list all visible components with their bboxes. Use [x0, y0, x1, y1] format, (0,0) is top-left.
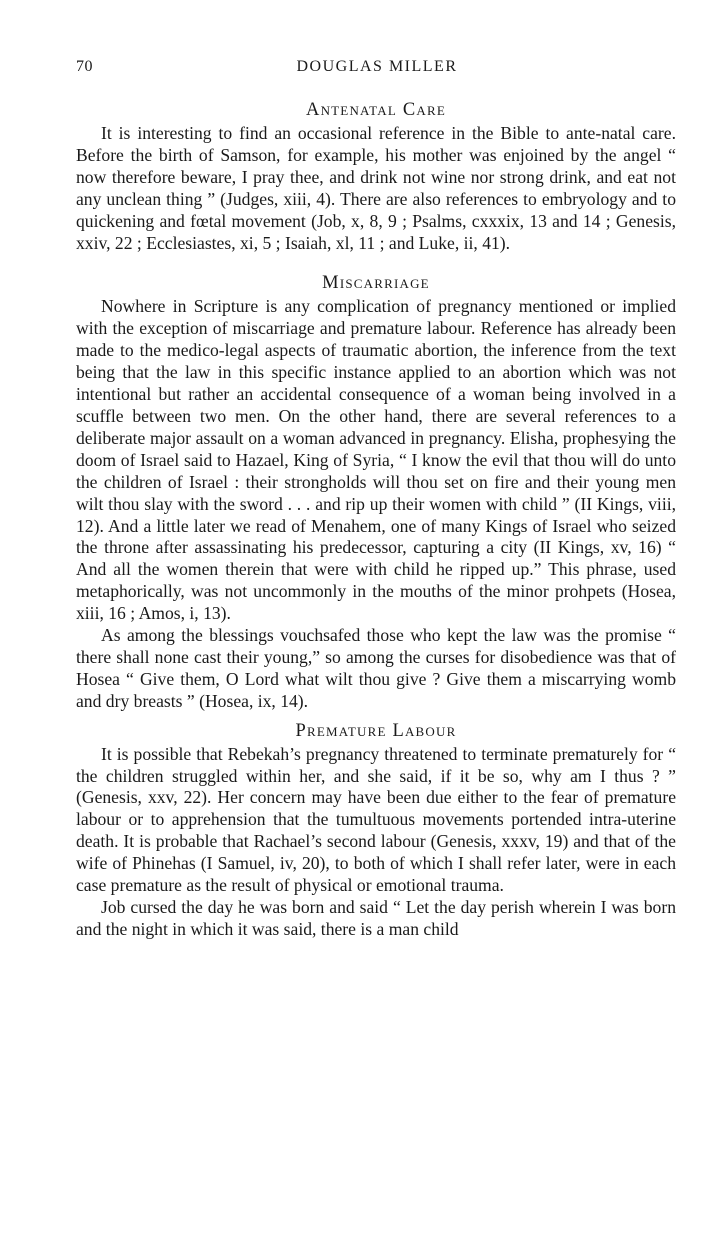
- book-page: [76, 52, 676, 941]
- paragraph-premature-labour-1: It is possible that Rebekah’s pregnancy threatened to terminate prematurely for “ the children struggled within her, and she said, if it be so, why am I thus ? ” (Genesis, xxv, 22). Her concern may have been due either to the fear of premature labour or to apprehension that the tumultuous movements portended intra-uterine death. It is probable that Rachael’s second labour (Genesis, xxxv, 19) and that of the wife of Phinehas (I Samuel, iv, 20), to both of which I shall refer later, were in each case premature as the result of physical or emotional trauma.: [76, 743, 676, 896]
- page-number: 70: [76, 58, 93, 75]
- section-heading-premature-labour: Premature Labour: [295, 720, 457, 741]
- paragraph-premature-labour-2: Job cursed the day he was born and said “ Let the day perish wherein I was born and the night in which it was said, there is a man child: [76, 897, 676, 939]
- paragraph-miscarriage-2: As among the blessings vouchsafed those who kept the law was the promise “ there shall none cast their young,” so among the curses for disobedience was that of Hosea “ Give them, O Lord what wilt thou give ? Give them a miscarrying womb and dry breasts ” (Hosea, ix, 14).: [76, 625, 676, 711]
- running-title: DOUGLAS MILLER: [296, 58, 458, 75]
- section-heading-antenatal-care: Antenatal Care: [306, 100, 446, 120]
- paragraph-miscarriage-1: Nowhere in Scripture is any complication of pregnancy mentioned or implied with the exception of miscarriage and premature labour. Reference has already been made to the medico-legal aspects of traumatic abortion, the inference from the text being that the law in this specific instance applied to an abortion which was not intentional but rather an accidental consequence of a woman being involved in a scuffle between two men. On the other hand, there are several references to a deliberate major assault on a woman advanced in pregnancy. Elisha, prophesying the doom of Israel said to Hazael, King of Syria, “ I know the evil that thou will do unto the children of Israel : their strongholds will thou set on fire and their young men wilt thou slay with the sword . . . and rip up their women with child ” (II Kings, viii, 12). And a little later we read of Menahem, one of many Kings of Israel who seized the throne after assassinating his predecessor, capturing a city (II Kings, xv, 16) “ And all the women therein that were with child he ripped up.” This phrase, used metaphorically, was not uncommonly in the mouths of the minor prohpets (Hosea, xiii, 16 ; Amos, i, 13).: [76, 296, 676, 624]
- running-head: [76, 52, 676, 82]
- paragraph-antenatal-care: It is interesting to find an occasional reference in the Bible to ante-natal care. Before the birth of Samson, for example, his mother was enjoined by the angel “ now therefore beware, I pray thee, and drink not wine nor strong drink, and eat not any unclean thing ” (Judges, xiii, 4). There are also references to embryology and to quickening and fœtal movement (Job, x, 8, 9 ; Psalms, cxxxix, 13 and 14 ; Genesis, xxiv, 22 ; Ecclesiastes, xi, 5 ; Isaiah, xl, 11 ; and Luke, ii, 41).: [76, 123, 676, 253]
- section-heading-miscarriage: Miscarriage: [322, 273, 430, 294]
